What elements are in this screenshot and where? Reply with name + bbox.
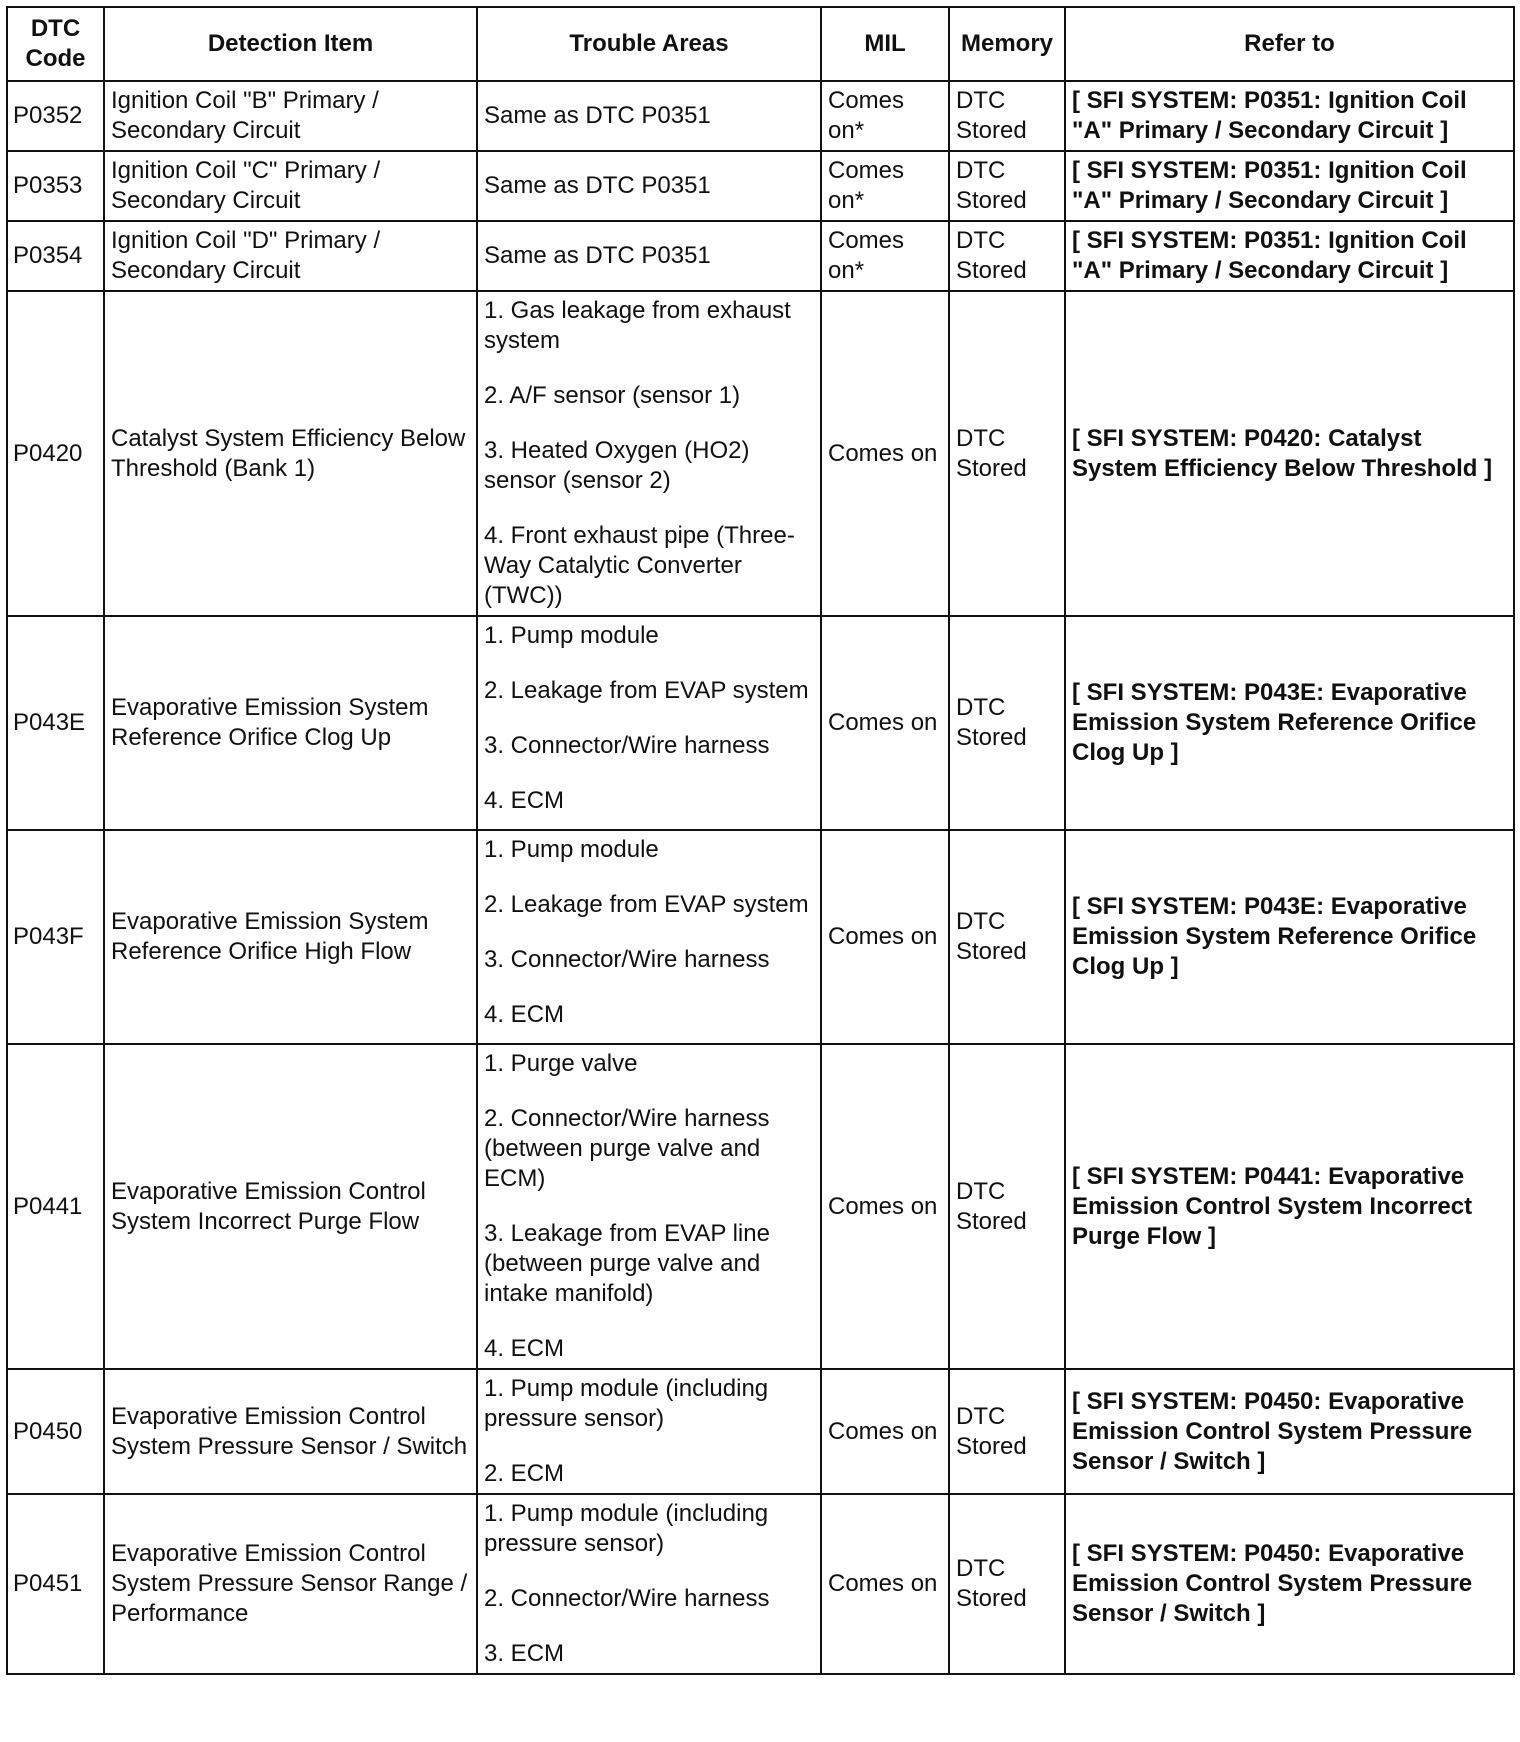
- trouble-areas-list: [484, 1049, 814, 1364]
- mil-cell: Comes on*: [821, 221, 949, 291]
- detection-item-cell: Evaporative Emission Control System Incorrect Purge Flow: [104, 1044, 477, 1369]
- mil-cell: Comes on: [821, 616, 949, 830]
- trouble-areas-cell: [477, 1369, 821, 1494]
- dtc-code-cell: P043F: [7, 830, 104, 1044]
- detection-item-cell: Evaporative Emission System Reference Orifice Clog Up: [104, 616, 477, 830]
- dtc-code-cell: P0441: [7, 1044, 104, 1369]
- refer-to-link[interactable]: [1065, 1044, 1514, 1369]
- trouble-areas-cell: [477, 1494, 821, 1674]
- trouble-areas-list: [484, 241, 814, 271]
- table-row: [7, 1494, 1514, 1674]
- dtc-code-cell: P0353: [7, 151, 104, 221]
- refer-to-text: [ SFI SYSTEM: P0420: Catalyst System Efficiency Below Threshold ]: [1072, 424, 1493, 482]
- dtc-code-cell: P0451: [7, 1494, 104, 1674]
- mil-cell: Comes on: [821, 1369, 949, 1494]
- memory-cell: DTC Stored: [949, 1494, 1065, 1674]
- refer-to-text: [ SFI SYSTEM: P0450: Evaporative Emission Control System Pressure Sensor / Switch ]: [1072, 1387, 1473, 1475]
- trouble-areas-cell: [477, 151, 821, 221]
- list-item: Same as DTC P0351: [484, 242, 711, 269]
- detection-item-cell: Catalyst System Efficiency Below Threshold (Bank 1): [104, 291, 477, 616]
- trouble-areas-cell: [477, 830, 821, 1044]
- list-item: 2. A/F sensor (sensor 1): [484, 382, 741, 409]
- dtc-code-cell: P043E: [7, 616, 104, 830]
- trouble-areas-cell: [477, 81, 821, 151]
- trouble-areas-list: [484, 101, 814, 131]
- mil-cell: Comes on: [821, 830, 949, 1044]
- refer-to-link[interactable]: [1065, 221, 1514, 291]
- header-memory: Memory: [949, 7, 1065, 81]
- header-trouble-areas: Trouble Areas: [477, 7, 821, 81]
- dtc-code-cell: P0352: [7, 81, 104, 151]
- refer-to-link[interactable]: [1065, 616, 1514, 830]
- trouble-areas-cell: [477, 221, 821, 291]
- trouble-areas-list: [484, 835, 814, 1030]
- detection-item-cell: Evaporative Emission System Reference Orifice High Flow: [104, 830, 477, 1044]
- refer-to-link[interactable]: [1065, 151, 1514, 221]
- dtc-code-cell: P0354: [7, 221, 104, 291]
- refer-to-text: [ SFI SYSTEM: P0351: Ignition Coil "A" Primary / Secondary Circuit ]: [1072, 87, 1467, 144]
- mil-cell: Comes on: [821, 1044, 949, 1369]
- list-item: 2. ECM: [484, 1460, 565, 1487]
- detection-item-cell: Evaporative Emission Control System Pressure Sensor / Switch: [104, 1369, 477, 1494]
- memory-cell: DTC Stored: [949, 1044, 1065, 1369]
- header-refer-to: Refer to: [1065, 7, 1514, 81]
- list-item: 3. Connector/Wire harness: [484, 732, 770, 759]
- table-row: [7, 291, 1514, 616]
- memory-cell: DTC Stored: [949, 616, 1065, 830]
- list-item: Same as DTC P0351: [484, 102, 711, 129]
- table-row: [7, 1369, 1514, 1494]
- trouble-areas-list: [484, 621, 814, 816]
- table-row: [7, 221, 1514, 291]
- list-item: 1. Purge valve: [484, 1050, 638, 1077]
- table-row: [7, 81, 1514, 151]
- memory-cell: DTC Stored: [949, 221, 1065, 291]
- memory-cell: DTC Stored: [949, 291, 1065, 616]
- refer-to-link[interactable]: [1065, 81, 1514, 151]
- table-header-row: [7, 7, 1514, 81]
- refer-to-text: [ SFI SYSTEM: P0351: Ignition Coil "A" Primary / Secondary Circuit ]: [1072, 157, 1467, 214]
- list-item: 2. Connector/Wire harness: [484, 1585, 770, 1612]
- dtc-code-cell: P0450: [7, 1369, 104, 1494]
- trouble-areas-list: [484, 1499, 814, 1669]
- list-item: 3. Heated Oxygen (HO2) sensor (sensor 2): [484, 437, 750, 494]
- trouble-areas-list: [484, 171, 814, 201]
- list-item: 2. Leakage from EVAP system: [484, 677, 809, 704]
- refer-to-link[interactable]: [1065, 1494, 1514, 1674]
- header-dtc-code: DTC Code: [7, 7, 104, 81]
- mil-cell: Comes on: [821, 1494, 949, 1674]
- refer-to-text: [ SFI SYSTEM: P0450: Evaporative Emission Control System Pressure Sensor / Switch ]: [1072, 1540, 1473, 1627]
- refer-to-link[interactable]: [1065, 291, 1514, 616]
- list-item: 1. Pump module: [484, 622, 659, 649]
- list-item: 1. Gas leakage from exhaust system: [484, 297, 791, 354]
- refer-to-link[interactable]: [1065, 830, 1514, 1044]
- list-item: 3. ECM: [484, 1640, 565, 1667]
- refer-to-text: [ SFI SYSTEM: P0441: Evaporative Emission Control System Incorrect Purge Flow ]: [1072, 1162, 1473, 1250]
- refer-to-text: [ SFI SYSTEM: P0351: Ignition Coil "A" Primary / Secondary Circuit ]: [1072, 227, 1467, 284]
- trouble-areas-cell: [477, 616, 821, 830]
- table-row: [7, 151, 1514, 221]
- dtc-table: [6, 6, 1515, 1675]
- mil-cell: Comes on*: [821, 81, 949, 151]
- list-item: 4. Front exhaust pipe (Three-Way Catalytic Converter (TWC)): [484, 522, 795, 609]
- detection-item-cell: Evaporative Emission Control System Pressure Sensor Range / Performance: [104, 1494, 477, 1674]
- trouble-areas-list: [484, 1374, 814, 1489]
- refer-to-link[interactable]: [1065, 1369, 1514, 1494]
- header-mil: MIL: [821, 7, 949, 81]
- detection-item-cell: Ignition Coil "C" Primary / Secondary Circuit: [104, 151, 477, 221]
- table-row: [7, 616, 1514, 830]
- mil-cell: Comes on: [821, 291, 949, 616]
- memory-cell: DTC Stored: [949, 1369, 1065, 1494]
- refer-to-text: [ SFI SYSTEM: P043E: Evaporative Emission System Reference Orifice Clog Up ]: [1072, 679, 1477, 766]
- table-body: [7, 81, 1514, 1674]
- trouble-areas-cell: [477, 1044, 821, 1369]
- list-item: 1. Pump module: [484, 836, 659, 863]
- list-item: 4. ECM: [484, 1335, 565, 1362]
- list-item: Same as DTC P0351: [484, 172, 711, 199]
- table-row: [7, 830, 1514, 1044]
- list-item: 2. Connector/Wire harness (between purge valve and ECM): [484, 1105, 770, 1192]
- table-row: [7, 1044, 1514, 1369]
- detection-item-cell: Ignition Coil "D" Primary / Secondary Circuit: [104, 221, 477, 291]
- trouble-areas-cell: [477, 291, 821, 616]
- memory-cell: DTC Stored: [949, 81, 1065, 151]
- dtc-code-cell: P0420: [7, 291, 104, 616]
- list-item: 3. Connector/Wire harness: [484, 946, 770, 973]
- list-item: 3. Leakage from EVAP line (between purge valve and intake manifold): [484, 1220, 770, 1307]
- header-detection-item: Detection Item: [104, 7, 477, 81]
- mil-cell: Comes on*: [821, 151, 949, 221]
- list-item: 4. ECM: [484, 1001, 565, 1028]
- refer-to-text: [ SFI SYSTEM: P043E: Evaporative Emission System Reference Orifice Clog Up ]: [1072, 893, 1477, 980]
- memory-cell: DTC Stored: [949, 151, 1065, 221]
- list-item: 1. Pump module (including pressure sensor): [484, 1500, 769, 1557]
- list-item: 1. Pump module (including pressure sensor): [484, 1375, 769, 1432]
- detection-item-cell: Ignition Coil "B" Primary / Secondary Circuit: [104, 81, 477, 151]
- trouble-areas-list: [484, 296, 814, 611]
- memory-cell: DTC Stored: [949, 830, 1065, 1044]
- list-item: 2. Leakage from EVAP system: [484, 891, 809, 918]
- list-item: 4. ECM: [484, 787, 565, 814]
